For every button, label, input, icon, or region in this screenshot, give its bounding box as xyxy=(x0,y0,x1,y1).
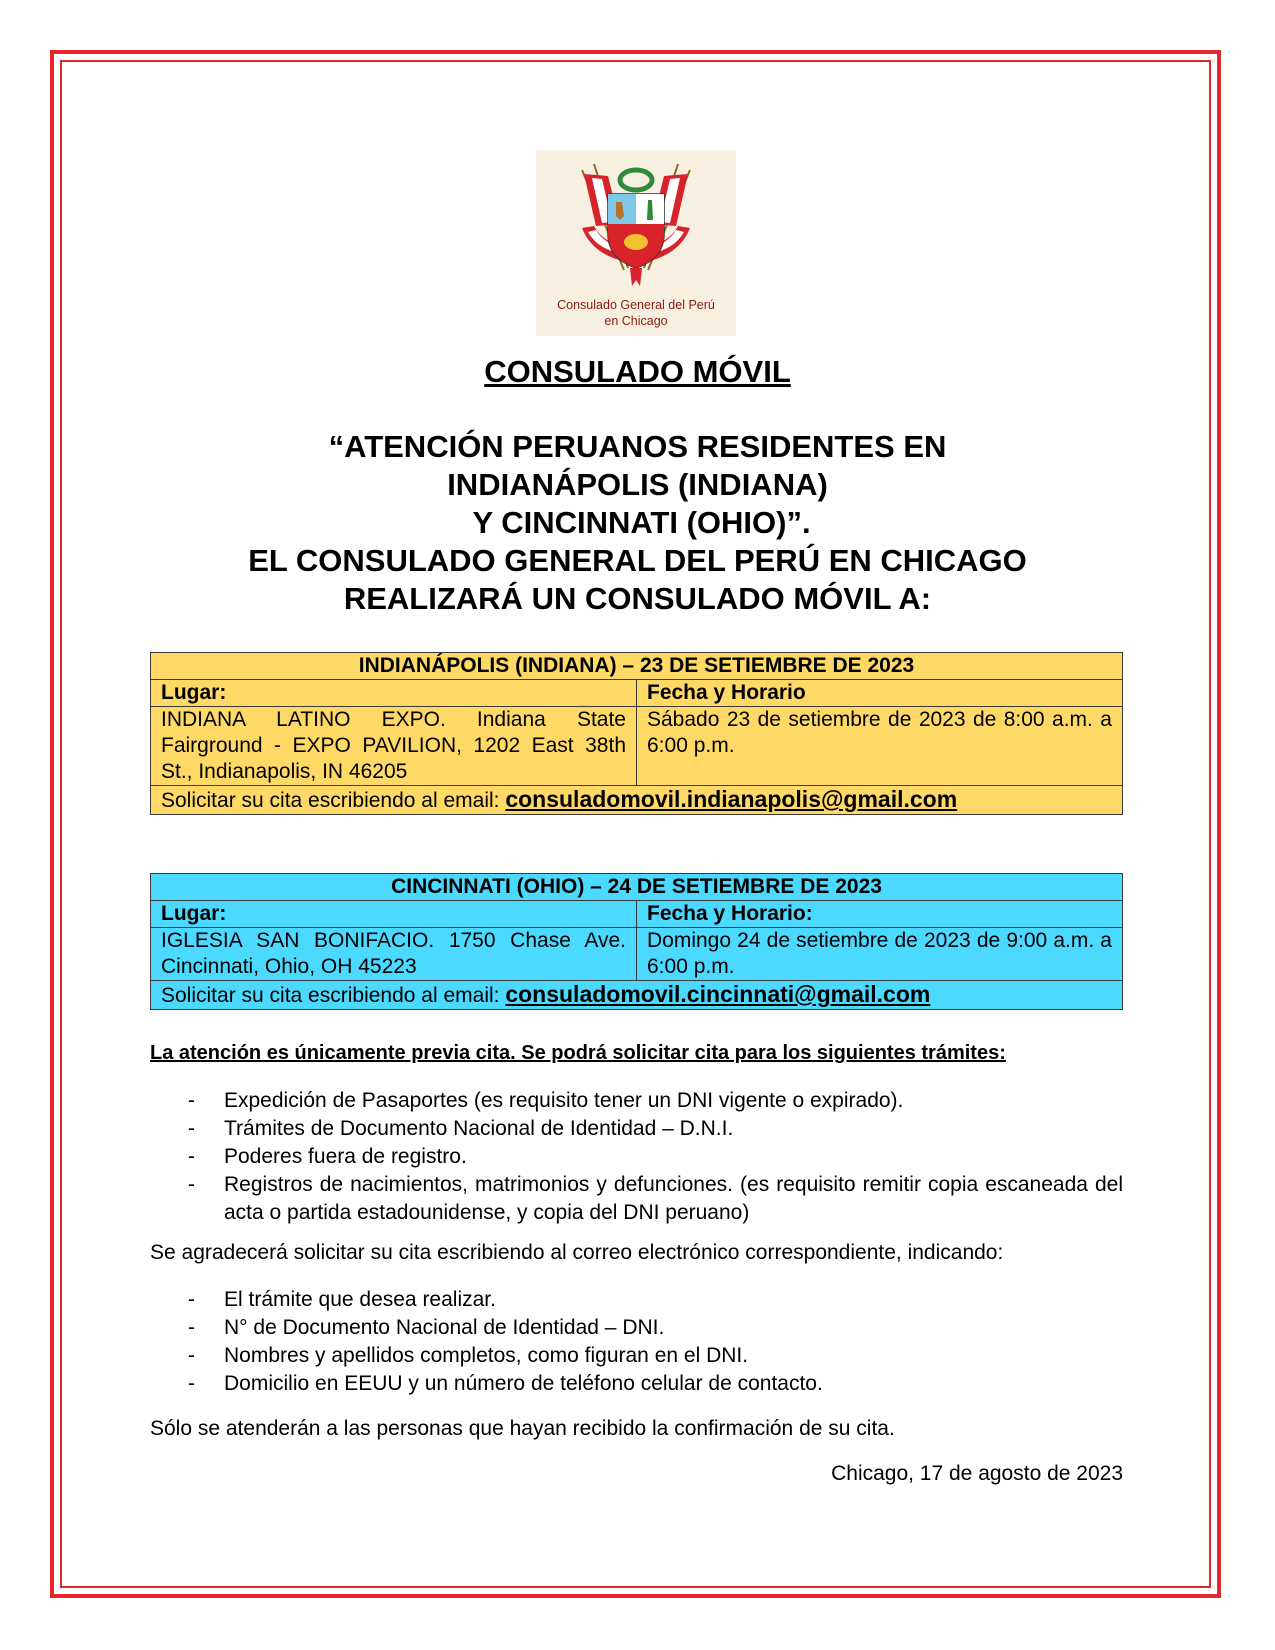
coat-of-arms-icon xyxy=(536,150,736,290)
list-item-text: El trámite que desea realizar. xyxy=(224,1288,496,1311)
list-item-text: Domicilio en EEUU y un número de teléfono celular de contacto. xyxy=(224,1372,823,1395)
event-table-cincinnati xyxy=(150,873,1123,1010)
confirmation-note: Sólo se atenderán a las personas que hayan recibido la confirmación de su cita. xyxy=(150,1417,895,1440)
list-item-text: Poderes fuera de registro. xyxy=(224,1145,467,1168)
request-text: Solicitar su cita escribiendo al email: xyxy=(161,984,506,1007)
list-item xyxy=(150,1314,1123,1342)
dash-bullet: - xyxy=(188,1173,195,1196)
event-place: IGLESIA SAN BONIFACIO. 1750 Chase Ave. Cincinnati, Ohio, OH 45223 xyxy=(151,928,637,981)
event-schedule: Domingo 24 de setiembre de 2023 de 9:00 a.m. a 6:00 p.m. xyxy=(637,928,1123,981)
dash-bullet: - xyxy=(188,1288,195,1311)
request-text: Solicitar su cita escribiendo al email: xyxy=(161,789,506,812)
heading-line-3: Y CINCINNATI (OHIO)”. xyxy=(464,505,811,540)
request-row xyxy=(151,981,1123,1010)
request-intro: Se agradecerá solicitar su cita escribiendo al correo electrónico correspondiente, indicando: xyxy=(150,1241,1004,1264)
list-item-text: Registros de nacimientos, matrimonios y defunciones. (es requisito remitir copia escaneada del acta o partida estadounidense, y copia del DNI peruano) xyxy=(224,1173,1123,1224)
consulate-logo xyxy=(536,150,736,336)
list-item xyxy=(150,1143,1123,1171)
dash-bullet: - xyxy=(188,1344,195,1367)
event-header: INDIANÁPOLIS (INDIANA) – 23 DE SETIEMBRE DE 2023 xyxy=(151,653,1123,680)
dateline: Chicago, 17 de agosto de 2023 xyxy=(831,1462,1123,1485)
email-link[interactable]: consuladomovil.cincinnati@gmail.com xyxy=(505,981,931,1007)
list-item-text: Expedición de Pasaportes (es requisito tener un DNI vigente o expirado). xyxy=(224,1089,904,1112)
event-schedule: Sábado 23 de setiembre de 2023 de 8:00 a.m. a 6:00 p.m. xyxy=(637,707,1123,786)
list-item xyxy=(150,1171,1123,1227)
email-link[interactable]: consuladomovil.indianapolis@gmail.com xyxy=(505,786,958,812)
dash-bullet: - xyxy=(188,1089,195,1112)
list-item xyxy=(150,1087,1123,1115)
list-item xyxy=(150,1286,1123,1314)
heading-line-2: INDIANÁPOLIS (INDIANA) xyxy=(447,467,828,502)
procedures-heading: La atención es únicamente previa cita. Se podrá solicitar cita para los siguientes trámites: xyxy=(150,1042,1006,1064)
list-item xyxy=(150,1342,1123,1370)
heading-line-4: EL CONSULADO GENERAL DEL PERÚ EN CHICAGO xyxy=(248,543,1027,578)
schedule-label: Fecha y Horario: xyxy=(637,901,1123,928)
list-item-text: Trámites de Documento Nacional de Identidad – D.N.I. xyxy=(224,1117,734,1140)
event-table-indianapolis xyxy=(150,652,1123,815)
list-item-text: N° de Documento Nacional de Identidad – DNI. xyxy=(224,1316,665,1339)
dash-bullet: - xyxy=(188,1316,195,1339)
request-row xyxy=(151,786,1123,815)
event-header: CINCINNATI (OHIO) – 24 DE SETIEMBRE DE 2023 xyxy=(151,874,1123,901)
list-item xyxy=(150,1115,1123,1143)
page-title: CONSULADO MÓVIL xyxy=(484,354,791,389)
dash-bullet: - xyxy=(188,1145,195,1168)
place-label: Lugar: xyxy=(151,680,637,707)
heading-line-1: “ATENCIÓN PERUANOS RESIDENTES EN xyxy=(328,429,947,464)
logo-caption-line2: en Chicago xyxy=(604,314,668,328)
list-item xyxy=(150,1370,1123,1398)
logo-caption-line1: Consulado General del Perú xyxy=(557,298,715,312)
procedures-list xyxy=(150,1087,1123,1227)
heading-line-5: REALIZARÁ UN CONSULADO MÓVIL A: xyxy=(343,581,932,616)
list-item-text: Nombres y apellidos completos, como figuran en el DNI. xyxy=(224,1344,749,1367)
request-items-list xyxy=(150,1286,1123,1398)
schedule-label: Fecha y Horario xyxy=(637,680,1123,707)
event-place: INDIANA LATINO EXPO. Indiana State Fairground - EXPO PAVILION, 1202 East 38th St., Indianapolis, IN 46205 xyxy=(151,707,637,786)
place-label: Lugar: xyxy=(151,901,637,928)
dash-bullet: - xyxy=(188,1117,195,1140)
dash-bullet: - xyxy=(188,1372,195,1395)
